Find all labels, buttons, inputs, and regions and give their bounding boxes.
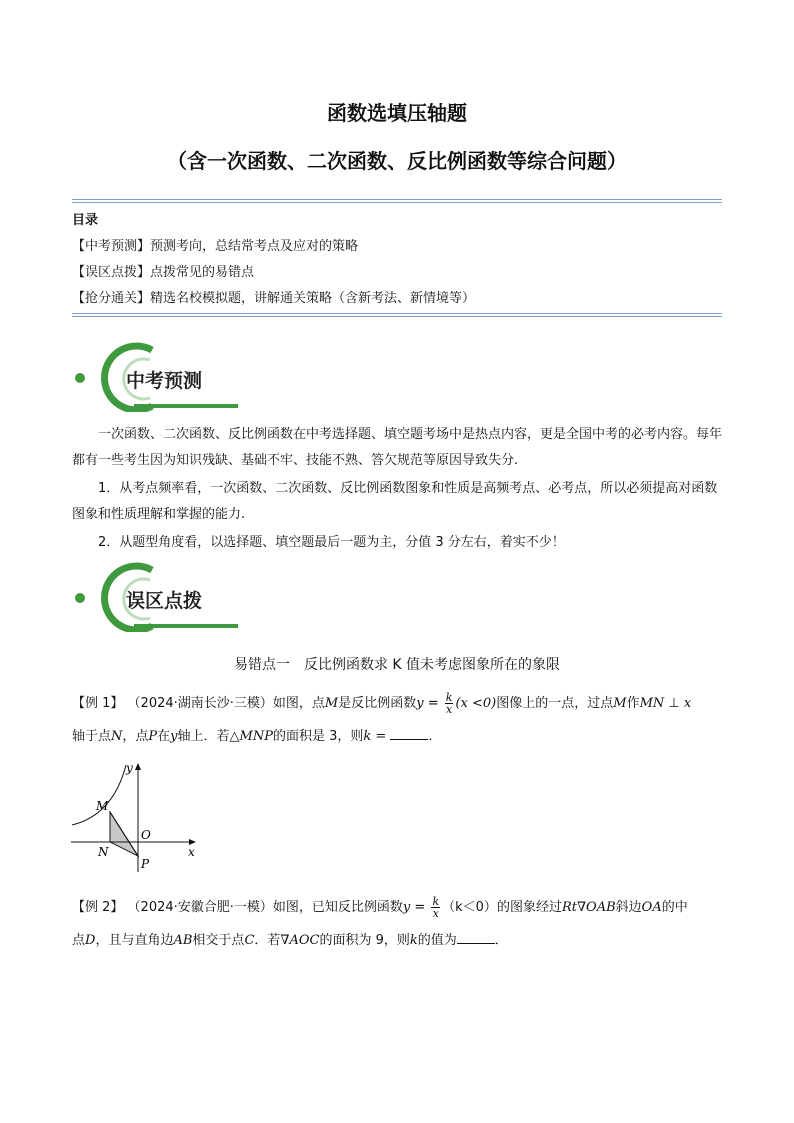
error-point-title: 易错点一 反比例函数求 K 值未考虑图象所在的象限 [233, 657, 561, 673]
page-subtitle: （含一次函数、二次函数、反比例函数等综合问题） [167, 149, 627, 173]
answer-blank [390, 727, 428, 740]
divider [72, 199, 722, 203]
section-title: 中考预测 [126, 370, 203, 392]
section-title: 误区点拨 [126, 590, 203, 612]
section-banner [74, 562, 244, 632]
example-2 [72, 896, 732, 951]
x-axis-label: x [188, 845, 195, 859]
paragraph: 2．从题型角度看，以选择题、填空题最后一题为主，分值 3 分左右，着实不少！ [98, 535, 565, 550]
toc-heading: 目录 [72, 213, 99, 228]
point-n-label: N [98, 845, 109, 859]
divider [72, 313, 722, 317]
toc-item: 【抢分通关】精选名校模拟题，讲解通关策略（含新考法、新情境等） [72, 291, 476, 306]
paragraph: 1．从考点频率看，一次函数、二次函数、反比例函数图象和性质是高频考点、必考点，所以必须提高对函数图象和性质理解和掌握的能力. [72, 481, 718, 522]
y-axis-label: y [126, 761, 133, 775]
toc-item: 【中考预测】预测考向，总结常考点及应对的策略 [72, 239, 359, 254]
table-of-contents [72, 208, 475, 312]
point-p-label: P [141, 857, 150, 871]
section-banner [74, 342, 244, 412]
origin-label: O [141, 828, 151, 842]
example-1 [72, 692, 732, 747]
example-1-line-1: 【例 1】 （2024·湖南长沙·三模）如图，点M是反比例函数y = $\frac{k}{x}$ (x <0)图像上的一点，过点M作MN ⊥ x [72, 691, 692, 716]
paragraph: 一次函数、二次函数、反比例函数在中考选择题、填空题考场中是热点内容，更是全国中考的必考内容。每年都有一些考生因为知识残缺、基础不牢、技能不熟、答欠规范等原因导致失分. [72, 427, 723, 468]
toc-item: 【误区点拨】点拨常见的易错点 [72, 265, 255, 280]
example-1-line-2: 轴于点N，点P在y轴上．若△MNP的面积是 3，则k = ． [72, 729, 442, 744]
coordinate-figure [68, 760, 208, 880]
example-2-line-2: 点D，且与直角边AB相交于点C．若∇AOC的面积为 9，则k的值为 ． [72, 933, 508, 948]
example-2-line-1: 【例 2】 （2024·安徽合肥·一模）如图，已知反比例函数y = $\frac{k}{x}$ （k＜0）的图象经过Rt∇OAB斜边OA的中 [72, 895, 688, 920]
page-title: 函数选填压轴题 [327, 101, 467, 125]
answer-blank [457, 931, 495, 944]
point-m-label: M [96, 799, 109, 813]
figure-1 [68, 760, 208, 880]
